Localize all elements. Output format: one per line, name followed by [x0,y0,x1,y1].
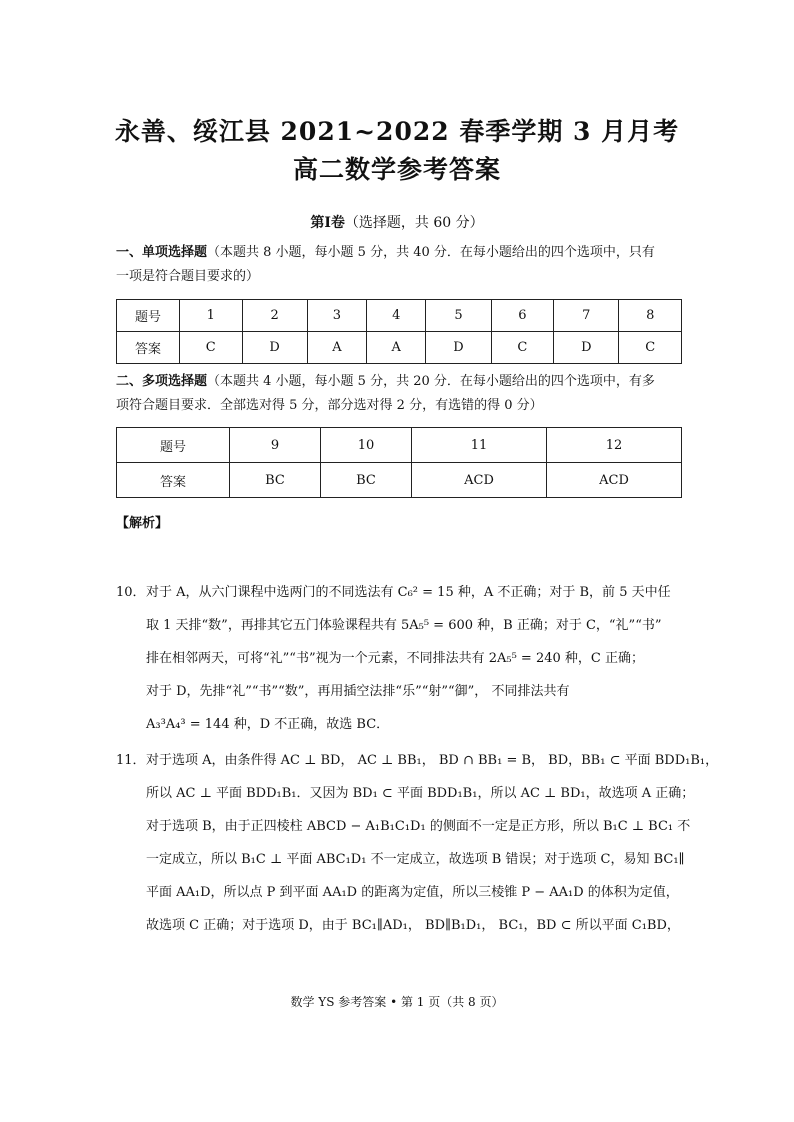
analysis-line: 对于选项 B，由于正四棱柱 ABCD − A₁B₁C₁D₁ 的侧面不一定是正方形，所以 B₁C ⊥ BC₁ 不 [146,819,691,834]
table-cell: 11 [412,428,547,463]
table-cell: 1 [180,300,243,332]
part1-answer-table [116,299,682,364]
question-10-analysis [116,576,682,741]
table-cell: C [619,332,682,364]
table-cell: 12 [547,428,682,463]
table-cell: 9 [230,428,321,463]
table-cell: BC [230,463,321,498]
table-cell: 2 [242,300,307,332]
table-cell: 7 [554,300,619,332]
section-header [0,212,794,232]
page-footer: 数学 YS 参考答案 • 第 1 页（共 8 页） [290,995,504,1009]
table-cell: A [307,332,366,364]
table-cell: D [242,332,307,364]
table-cell: C [491,332,554,364]
question-11-analysis [116,744,719,942]
table-cell: 5 [426,300,491,332]
part2-heading: 二、多项选择题 [116,374,208,389]
part2-answer-table [116,427,682,498]
part2-desc-line2: 项符合题目要求．全部选对得 5 分，部分选对得 2 分，有选错的得 0 分） [116,398,543,413]
question-number: 10． [116,585,146,600]
page-title: 永善、绥江县 2021~2022 春季学期 3 月月考 [114,117,680,146]
analysis-line: 取 1 天排“数”，再排其它五门体验课程共有 5A₅⁵ = 600 种，B 正确；对于 C，“礼”“书” [146,618,662,633]
table-cell: ACD [412,463,547,498]
table-cell: D [426,332,491,364]
analysis-line: A₃³A₄³ = 144 种，D 不正确，故选 BC． [146,717,390,732]
table-cell-label: 题号 [117,428,230,463]
table-row [117,300,682,332]
analysis-line: 所以 AC ⊥ 平面 BDD₁B₁．又因为 BD₁ ⊂ 平面 BDD₁B₁，所以 AC ⊥ BD₁，故选项 A 正确； [146,786,695,801]
table-cell: 8 [619,300,682,332]
table-cell-label: 题号 [117,300,180,332]
analysis-line: 对于选项 A，由条件得 AC ⊥ BD， AC ⊥ BB₁， BD ∩ BB₁ = B， BD，BB₁ ⊂ 平面 BDD₁B₁， [146,753,719,768]
part1-desc-line1: （本题共 8 小题，每小题 5 分，共 40 分．在每小题给出的四个选项中，只有 [207,245,655,260]
table-cell-label: 答案 [117,332,180,364]
analysis-heading: 【解析】 [116,516,169,531]
section-header-desc: （选择题，共 60 分） [344,215,484,231]
table-cell: 3 [307,300,366,332]
part1-heading: 一、单项选择题 [116,245,208,260]
table-row [117,332,682,364]
table-cell: 10 [321,428,412,463]
section-header-volume: 第Ⅰ卷 [310,215,345,231]
table-cell: A [367,332,426,364]
analysis-line: 故选项 C 正确；对于选项 D，由于 BC₁∥AD₁， BD∥B₁D₁， BC₁，BD ⊂ 所以平面 C₁BD， [146,918,680,933]
table-row [117,428,682,463]
part2-description [116,370,682,418]
table-cell: BC [321,463,412,498]
table-cell-label: 答案 [117,463,230,498]
question-number: 11． [116,753,146,768]
part2-desc-line1: （本题共 4 小题，每小题 5 分，共 20 分．在每小题给出的四个选项中，有多 [207,374,655,389]
analysis-line: 对于 A，从六门课程中选两门的不同选法有 C₆² = 15 种，A 不正确；对于 B，前 5 天中任 [146,585,671,600]
part1-desc-line2: 一项是符合题目要求的） [116,269,260,284]
part1-description [116,241,682,289]
analysis-line: 排在相邻两天，可将“礼”“书”视为一个元素，不同排法共有 2A₅⁵ = 240 种，C 正确； [146,651,644,666]
page-subtitle: 高二数学参考答案 [292,155,501,184]
table-cell: D [554,332,619,364]
analysis-line: 平面 AA₁D，所以点 P 到平面 AA₁D 的距离为定值，所以三棱锥 P − AA₁D 的体积为定值， [146,885,679,900]
table-cell: 6 [491,300,554,332]
analysis-line: 一定成立，所以 B₁C ⊥ 平面 ABC₁D₁ 不一定成立，故选项 B 错误；对于选项 C，易知 BC₁∥ [146,852,685,867]
analysis-line: 对于 D，先排“礼”“书”“数”，再用插空法排“乐”“射”“御”， 不同排法共有 [146,684,570,699]
table-cell: 4 [367,300,426,332]
table-cell: ACD [547,463,682,498]
table-row [117,463,682,498]
table-cell: C [180,332,243,364]
